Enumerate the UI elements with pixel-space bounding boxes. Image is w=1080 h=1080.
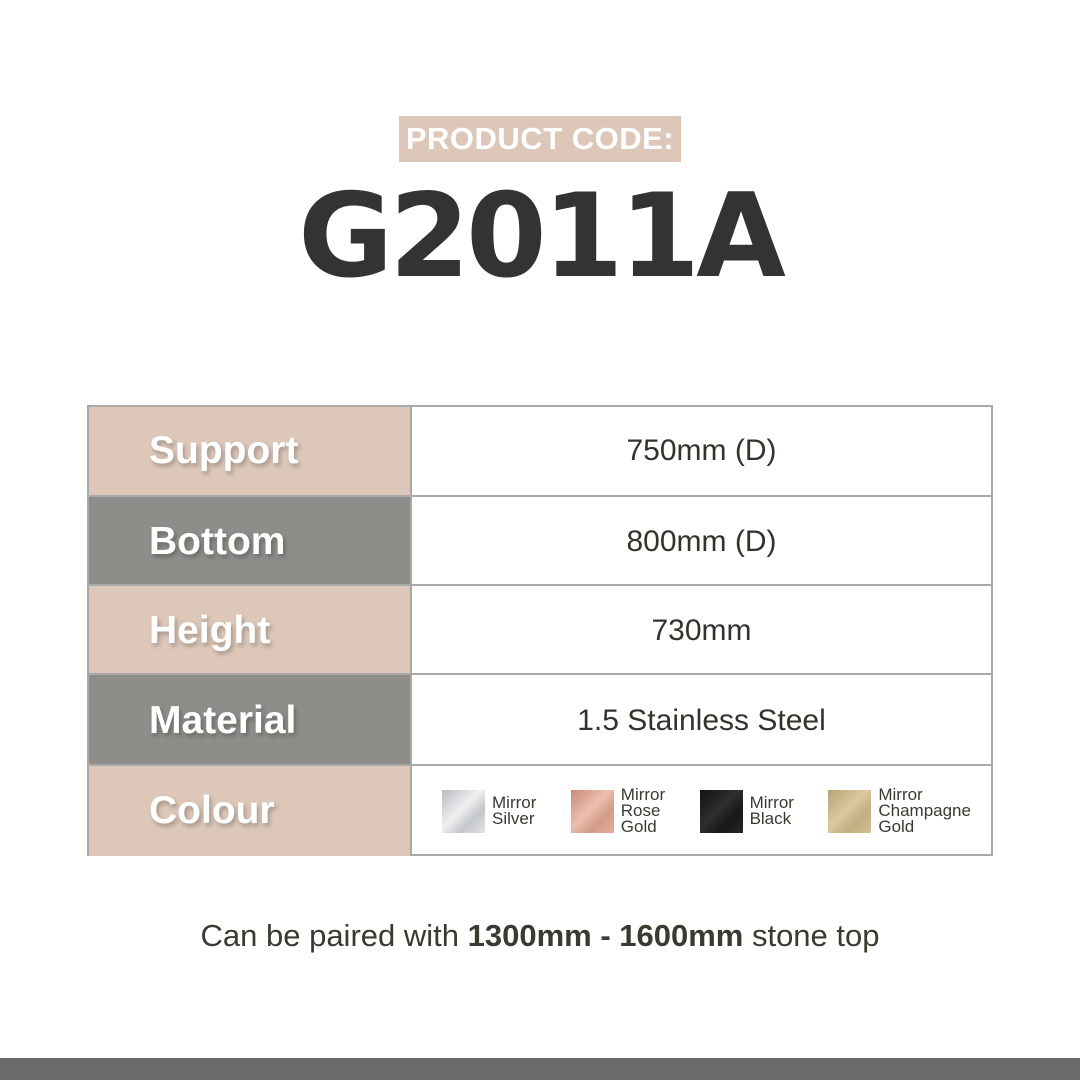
spec-label-colour: Colour: [89, 766, 412, 856]
swatch-label: Mirror Silver: [492, 793, 537, 828]
product-code-value: G2011A: [298, 169, 782, 304]
spec-value-colour: [412, 766, 991, 856]
spec-row-support: [89, 407, 991, 495]
swatch-label: Mirror Champagne Gold: [878, 785, 971, 836]
spec-row-colour: [89, 764, 991, 856]
spec-label-bottom: Bottom: [89, 497, 412, 586]
mirror-champagne-gold-swatch: [828, 790, 871, 833]
pairing-note: Can be paired with 1300mm - 1600mm stone top: [200, 918, 880, 953]
mirror-silver-swatch: [442, 790, 485, 833]
product-code-label: PRODUCT CODE:: [399, 116, 681, 162]
colour-option-mirror-silver: [442, 790, 536, 833]
spec-row-height: [89, 584, 991, 675]
colour-option-mirror-champagne-gold: [828, 787, 971, 835]
spec-row-material: [89, 673, 991, 766]
spec-label-height: Height: [89, 586, 412, 675]
spec-value-support: 750mm (D): [626, 434, 777, 467]
spec-row-bottom: [89, 495, 991, 586]
bottom-bar: [0, 1058, 1080, 1080]
mirror-rose-gold-swatch: [571, 790, 614, 833]
mirror-black-swatch: [700, 790, 743, 833]
spec-value-bottom: 800mm (D): [626, 524, 777, 558]
colour-option-mirror-black: [700, 790, 794, 833]
spec-label-material: Material: [89, 675, 412, 766]
spec-value-height: 730mm: [651, 613, 752, 647]
colour-option-mirror-rose-gold: [571, 787, 665, 835]
spec-table: [87, 405, 993, 856]
swatch-label: Mirror Rose Gold: [620, 785, 666, 836]
swatch-label: Mirror Black: [749, 793, 794, 828]
spec-value-material: 1.5 Stainless Steel: [577, 703, 826, 737]
spec-label-support: Support: [89, 407, 412, 495]
colour-options: [412, 787, 991, 835]
